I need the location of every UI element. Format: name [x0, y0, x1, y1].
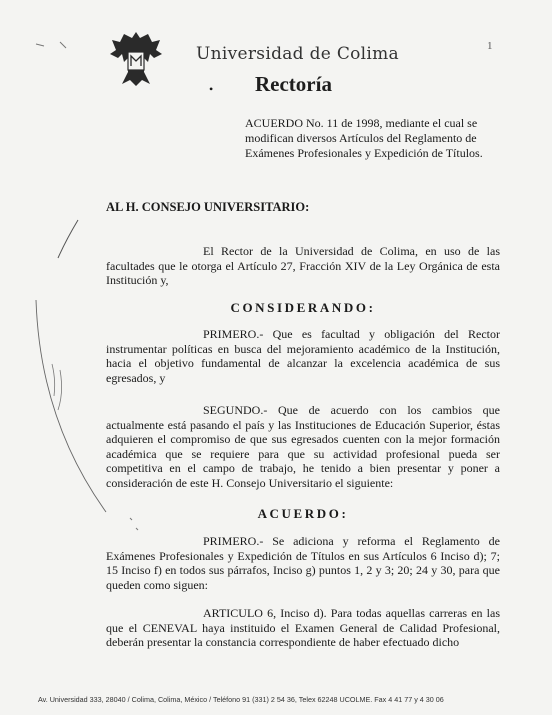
primero-acuerdo-paragraph: PRIMERO.- Se adiciona y reforma el Reglamento de Exámenes Profesionales y Expedición de Títulos en sus Artículos 6 Inciso d); 7; 15 Inciso f) en todos sus párrafos, Inciso g) puntos 1, 2 y 3; 20; 24 y 30, para que queden como siguen: — [106, 534, 500, 592]
office-title: Rectoría — [255, 72, 332, 96]
page-number: 1 — [487, 40, 493, 52]
bullet-dot: • — [209, 82, 214, 96]
acuerdo-heading: ACUERDO: — [257, 506, 349, 521]
addressee-heading: AL H. CONSEJO UNIVERSITARIO: — [106, 200, 310, 214]
university-name: Universidad de Colima — [196, 44, 399, 64]
address-footer: Av. Universidad 333, 28040 / Colima, Colima, México / Teléfono 91 (331) 2 54 36, Telex 62248 UCOLME. Fax 4 41 77 y 4 30 06 — [38, 695, 444, 704]
articulo-6-paragraph: ARTICULO 6, Inciso d). Para todas aquellas carreras en las que el CENEVAL haya instituido el Examen General de Calidad Profesional, deberán presentar la constancia correspondiente de haber efectuado dicho — [106, 606, 500, 649]
university-seal-logo — [108, 28, 164, 90]
intro-paragraph: El Rector de la Universidad de Colima, en uso de las facultades que le otorga el Artículo 27, Fracción XIV de la Ley Orgánica de esta Institución y, — [106, 244, 500, 287]
segundo-considerando-paragraph: SEGUNDO.- Que de acuerdo con los cambios que actualmente está pasando el país y las Instituciones de Educación Superior, éstas adquieren el compromiso de que sus egresados cuenten con la mejor formación académica que se requiere para que su actividad profesional pueda ser competitiva en el campo de trabajo, he tenido a bien presentar y poner a consideración de este H. Consejo Universitario el siguiente: — [106, 403, 500, 490]
agreement-summary: ACUERDO No. 11 de 1998, mediante el cual se modifican diversos Artículos del Reglamento de Exámenes Profesionales y Expedición de Títulos. — [245, 116, 483, 160]
considerando-heading: CONSIDERANDO: — [230, 300, 376, 315]
primero-considerando-paragraph: PRIMERO.- Que es facultad y obligación del Rector instrumentar políticas en busca del mejoramiento académico de la Institución, hacia el objetivo fundamental de alcanzar la excelencia académica de sus egresados, y — [106, 327, 500, 385]
